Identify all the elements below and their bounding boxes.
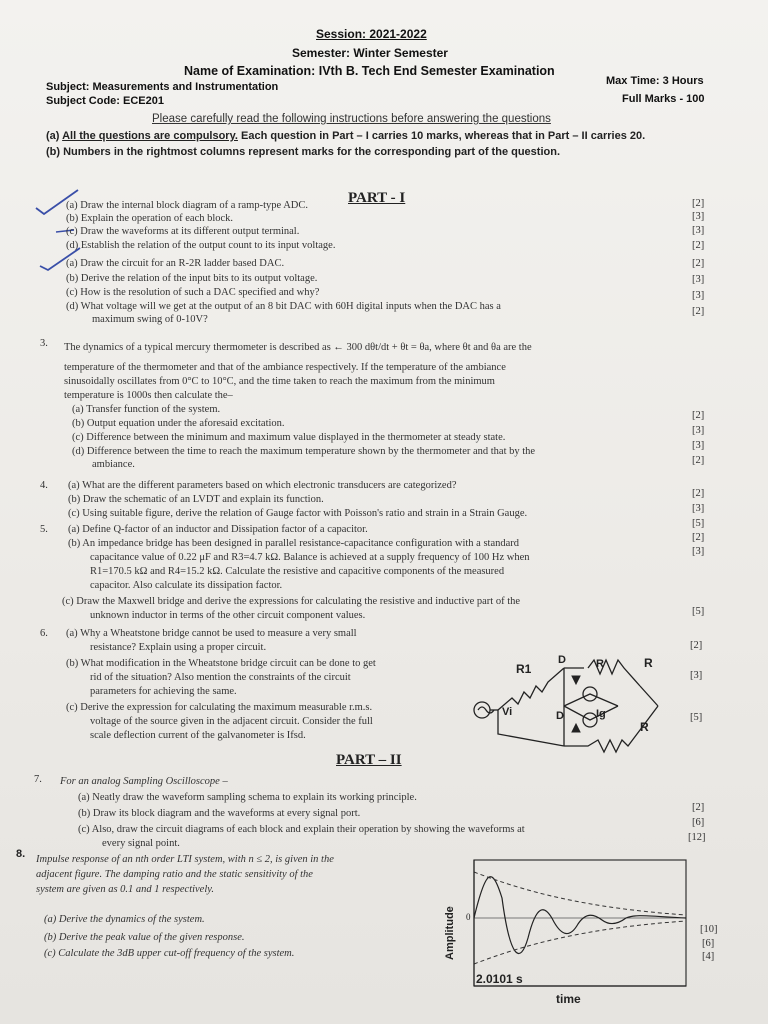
q2a-marks: [2]: [692, 258, 705, 269]
graph-time-label: 2.0101 s: [476, 972, 523, 986]
q8c-marks: [4]: [702, 951, 715, 962]
q7a: (a) Neatly draw the waveform sampling schema to explain its working principle.: [78, 792, 417, 803]
q7b: (b) Draw its block diagram and the waveforms at every signal port.: [78, 808, 361, 819]
full-marks: Full Marks - 100: [622, 93, 705, 105]
q8b-marks: [6]: [702, 938, 715, 949]
q2b: (b) Derive the relation of the input bits to its output voltage.: [66, 273, 318, 284]
q6c-line2: voltage of the source given in the adjacent circuit. Consider the full: [90, 716, 373, 727]
q7-intro: For an analog Sampling Oscilloscope –: [60, 776, 228, 787]
semester-label: Semester: Winter Semester: [292, 46, 448, 60]
response-curve: [474, 877, 686, 954]
q3d-line1: (d) Difference between the time to reach the maximum temperature shown by the thermometer and that by the: [72, 446, 536, 457]
q7-number: 7.: [34, 774, 42, 785]
q8a: (a) Derive the dynamics of the system.: [44, 914, 205, 925]
exam-name: Name of Examination: IVth B. Tech End Semester Examination: [184, 64, 555, 78]
instruction-a-underlined: All the questions are compulsory.: [62, 130, 238, 142]
upper-envelope: [474, 872, 686, 915]
q2c: (c) How is the resolution of such a DAC specified and why?: [66, 287, 320, 298]
lower-envelope: [474, 921, 686, 964]
q5a-marks: [2]: [692, 532, 705, 543]
q3b-marks: [3]: [692, 425, 705, 436]
graph-xlabel: time: [556, 992, 581, 1006]
instruction-a-rest: Each question in Part – I carries 10 marks, whereas that in Part – II carries 20.: [241, 130, 646, 142]
q3-line2: temperature of the thermometer and that of the ambiance respectively. If the temperature of the ambiance: [64, 362, 506, 373]
q8-number: 8.: [16, 848, 26, 860]
q8a-marks: [10]: [700, 924, 718, 935]
circuit-label-ig: Ig: [596, 708, 606, 720]
instruction-a-label: (a): [46, 130, 60, 142]
q4c-marks: [5]: [692, 518, 705, 529]
q4b: (b) Draw the schematic of an LVDT and explain its function.: [68, 494, 324, 505]
q2b-marks: [3]: [692, 274, 705, 285]
q8-line1: Impulse response of an nth order LTI system, with n ≤ 2, is given in the: [36, 854, 334, 865]
instructions-title: Please carefully read the following instructions before answering the questions: [152, 113, 551, 125]
q3d-line2: ambiance.: [92, 459, 135, 470]
q1a-marks: [2]: [692, 198, 705, 209]
q5a: (a) Define Q-factor of an inductor and Dissipation factor of a capacitor.: [68, 524, 368, 535]
q6b-line1: (b) What modification in the Wheatstone bridge circuit can be done to get: [66, 658, 376, 669]
q5b-line2: capacitance value of 0.22 μF and R3=4.7 kΩ. Balance is achieved at a supply frequency of 100 Hz when: [90, 552, 530, 563]
q8-line3: system are given as 0.1 and 1 respectively.: [36, 884, 214, 895]
q7b-marks: [6]: [692, 817, 705, 828]
q5b-line3: R1=170.5 kΩ and R4=15.2 kΩ. Calculate the resistive and capacitive components of the measured: [90, 566, 505, 577]
q4a: (a) What are the different parameters based on which electronic transducers are categorized?: [68, 480, 457, 491]
subject-label: Subject: Measurements and Instrumentation: [46, 81, 279, 93]
circuit-label-d2: D: [556, 710, 564, 722]
circuit-label-vi: Vi: [502, 706, 513, 718]
circuit-label-d1: D: [558, 654, 566, 666]
q3-number: 3.: [40, 338, 48, 349]
q1b-marks: [3]: [692, 211, 705, 222]
resistor-r3: [640, 686, 658, 706]
q2d-line2: maximum swing of 0-10V?: [92, 314, 208, 325]
q6-number: 6.: [40, 628, 48, 639]
q5-number: 5.: [40, 524, 48, 535]
part-1-title: PART - I: [348, 190, 406, 206]
q1c: (c) Draw the waveforms at its different output terminal.: [66, 226, 300, 237]
q8b: (b) Derive the peak value of the given response.: [44, 932, 245, 943]
instruction-b: (b) Numbers in the rightmost columns represent marks for the corresponding part of the question.: [46, 146, 561, 158]
q4-number: 4.: [40, 480, 48, 491]
q5c-marks: [5]: [692, 606, 705, 617]
q2d-line1: (d) What voltage will we get at the output of an 8 bit DAC with 60H digital inputs when the DAC has a: [66, 301, 501, 312]
circuit-label-r2: R: [596, 658, 604, 670]
graph-ylabel: Amplitude: [444, 906, 456, 960]
q6b-line3: parameters for achieving the same.: [90, 686, 237, 697]
part-2-title: PART – II: [336, 752, 402, 768]
q7a-marks: [2]: [692, 802, 705, 813]
diode-lower-icon: [572, 724, 580, 732]
q6b-marks: [3]: [690, 670, 703, 681]
q1a: (a) Draw the internal block diagram of a ramp-type ADC.: [66, 200, 308, 211]
q3d-marks: [2]: [692, 455, 705, 466]
q1c-marks: [3]: [692, 225, 705, 236]
q3c-marks: [3]: [692, 440, 705, 451]
q7c-marks: [12]: [688, 832, 706, 843]
q5b-marks: [3]: [692, 546, 705, 557]
session-label: Session: 2021-2022: [316, 27, 427, 41]
graph-zero-label: 0: [466, 912, 471, 922]
q6b-line2: rid of the situation? Also mention the constraints of the circuit: [90, 672, 351, 683]
q6a-line1: (a) Why a Wheatstone bridge cannot be used to measure a very small: [66, 628, 357, 639]
q5c-line2: unknown inductor in terms of the other circuit component values.: [90, 610, 366, 621]
q3-line1: The dynamics of a typical mercury thermometer is described as ← 300 dθt/dt + θt = θa, where θt and θa are the: [64, 342, 532, 353]
q1d-marks: [2]: [692, 240, 705, 251]
q3-line3: sinusoidally oscillates from 0°C to 10°C, and the time taken to reach the maximum from the minimum: [64, 376, 495, 387]
circuit-label-r3: R: [644, 656, 653, 670]
q8c: (c) Calculate the 3dB upper cut-off frequency of the system.: [44, 948, 295, 959]
q5c-line1: (c) Draw the Maxwell bridge and derive the expressions for calculating the resistive and inductive part of the: [62, 596, 521, 607]
q6c-marks: [5]: [690, 712, 703, 723]
voltage-source-icon: [474, 702, 490, 718]
q3c: (c) Difference between the minimum and maximum value displayed in the thermometer at steady state.: [72, 432, 506, 443]
q2d-marks: [2]: [692, 306, 705, 317]
instruction-a: [46, 130, 645, 142]
diode-upper-icon: [572, 676, 580, 684]
q4c: (c) Using suitable figure, derive the relation of Gauge factor with Poisson's ratio and strain in a Strain Gauge.: [68, 508, 528, 519]
q2c-marks: [3]: [692, 290, 705, 301]
q6c-line1: (c) Derive the expression for calculating the maximum measurable r.m.s.: [66, 702, 373, 713]
q4a-marks: [2]: [692, 488, 705, 499]
q6c-line3: scale deflection current of the galvanometer is Ifsd.: [90, 730, 306, 741]
q2a: (a) Draw the circuit for an R-2R ladder based DAC.: [66, 258, 285, 269]
q6a-marks: [2]: [690, 640, 703, 651]
max-time: Max Time: 3 Hours: [606, 75, 704, 87]
q1d: (d) Establish the relation of the output count to its input voltage.: [66, 240, 336, 251]
q3-line4: temperature is 1000s then calculate the–: [64, 390, 233, 401]
subject-code: Subject Code: ECE201: [46, 95, 164, 107]
q3b: (b) Output equation under the aforesaid excitation.: [72, 418, 285, 429]
q3a-marks: [2]: [692, 410, 705, 421]
q7c-line2: every signal point.: [102, 838, 180, 849]
impulse-response-graph: [466, 858, 694, 990]
circuit-label-r4: R: [640, 720, 649, 734]
q8-line2: adjacent figure. The damping ratio and the static sensitivity of the: [36, 869, 313, 880]
q5b-line1: (b) An impedance bridge has been designed in parallel resistance-capacitance configuration with a standard: [68, 538, 520, 549]
q7c-line1: (c) Also, draw the circuit diagrams of each block and explain their operation by showing the waveforms at: [78, 824, 525, 835]
q6a-line2: resistance? Explain using a proper circuit.: [90, 642, 267, 653]
circuit-label-r1: R1: [516, 662, 532, 676]
q5b-line4: capacitor. Also calculate its dissipation factor.: [90, 580, 283, 591]
q1b: (b) Explain the operation of each block.: [66, 213, 234, 224]
q3a: (a) Transfer function of the system.: [72, 404, 221, 415]
q4b-marks: [3]: [692, 503, 705, 514]
